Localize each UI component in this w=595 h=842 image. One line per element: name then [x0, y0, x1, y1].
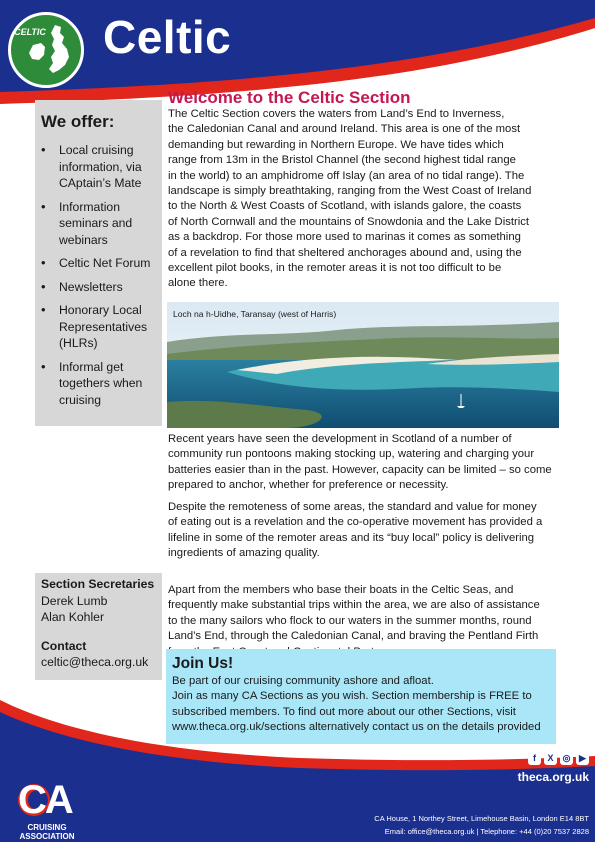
ca-logo-letters: CA — [18, 778, 72, 822]
list-item: • Celtic Net Forum — [41, 255, 161, 272]
secretaries-heading: Section Secretaries — [41, 577, 155, 591]
text-line: The Celtic Section covers the waters from Land’s End to Inverness, — [168, 108, 505, 120]
footer-banner — [0, 700, 595, 842]
text-line: demanding but rewarding in Northern Europe. We have tides which — [168, 138, 504, 151]
intro-paragraph — [168, 107, 558, 292]
secretary-name: Derek Lumb — [41, 593, 108, 608]
list-item: • Information seminars and webinars — [41, 199, 161, 249]
text-line: of eating out is a revelation and the co-operative movement has provided a — [168, 516, 543, 529]
logo-name-line: CRUISING — [27, 823, 67, 832]
text-line: lifeline in some of the remoter areas and its “buy local” policy is delivering — [168, 531, 535, 544]
text-line: alone there. — [168, 277, 228, 290]
text-line: of North Cornwall and the mountains of Snowdonia and the Lake District — [168, 215, 530, 228]
facebook-icon[interactable]: f — [528, 752, 541, 765]
list-item: • Newsletters — [41, 279, 161, 296]
secretary-name: Alan Kohler — [41, 610, 105, 624]
text-line: excellent pilot books, in the remoter areas it is not too difficult to be — [168, 262, 502, 275]
contact-email-link[interactable]: celtic@theca.org.uk — [41, 655, 149, 669]
sections-link-line[interactable]: www.theca.org.uk/sections alternatively contact us on the details provided — [172, 721, 541, 734]
contact-heading: Contact — [41, 638, 87, 653]
text-line: of a revelation to find that sheltered anchorages abound and, using the — [168, 246, 522, 259]
youtube-icon[interactable]: ▶ — [576, 752, 589, 765]
offer-title: We offer: — [41, 112, 115, 131]
text-line: to the many sailors who flock to our waters in the summer months, round — [168, 614, 532, 627]
text-line: range from 13m in the Bristol Channel (the second highest tidal range — [168, 154, 516, 167]
offer-list — [41, 142, 161, 415]
text-line: in the world) to an amphidrome off Islay (an area of no tidal range). The — [168, 169, 525, 182]
text-line: community run pontoons making stocking up, watering and charging your — [168, 448, 535, 461]
postal-address: CA House, 1 Northey Street, Limehouse Basin, London E14 8BT — [374, 814, 589, 823]
text-line: Be part of our cruising community ashore and afloat. — [172, 675, 434, 687]
landscape-photo — [167, 302, 559, 428]
pontoons-paragraph — [168, 432, 558, 494]
cruising-association-logo — [12, 778, 82, 840]
text-line: to the North & West Coasts of Scotland, with islands galore, the coasts — [168, 200, 522, 213]
text-line: prepared to anchor, whether for preference or necessity. — [168, 479, 449, 492]
photo-caption: Loch na h-Uidhe, Taransay (west of Harris) — [173, 309, 337, 319]
logo-name-line: ASSOCIATION — [19, 832, 75, 841]
text-line: landscape is simply breathtaking, ranging from the West Coast of Ireland — [168, 185, 532, 198]
text-line: batteries easier than in the past. However, capacity can be limited – so come — [168, 463, 552, 476]
eating-out-paragraph — [168, 500, 558, 562]
ca-logo-name — [12, 823, 82, 841]
contact-details: Email: office@theca.org.uk | Telephone: +44 (0)20 7537 2828 — [384, 827, 589, 836]
text-line: Recent years have seen the development in Scotland of a number of — [168, 433, 512, 445]
text-line: Apart from the members who base their boats in the Celtic Seas, and — [168, 584, 514, 596]
x-icon[interactable]: X — [544, 752, 557, 765]
text-line: Join as many CA Sections as you wish. Section membership is FREE to — [172, 690, 532, 703]
logo-text: CELTIC — [14, 27, 46, 37]
section-heading: Welcome to the Celtic Section — [168, 88, 411, 107]
text-line: subscribed members. To find out more about our other Sections, visit — [172, 705, 516, 718]
join-us-title: Join Us! — [172, 655, 234, 672]
text-line: the Caledonian Canal and around Ireland. This area is one of the most — [168, 123, 521, 136]
photo-illustration — [167, 302, 559, 428]
map-icon — [11, 15, 81, 85]
list-item: • Informal get togethers when cruising — [41, 359, 161, 409]
list-item: • Local cruising information, via CAptain’s Mate — [41, 142, 161, 192]
text-line: ingredients of amazing quality. — [168, 547, 320, 560]
text-line: Land’s End, through the Caledonian Canal, and braving the Pentland Firth — [168, 630, 539, 643]
page-title: Celtic — [103, 11, 232, 63]
text-line: as a backdrop. For those more used to marinas it comes as something — [168, 231, 521, 244]
celtic-logo — [8, 12, 84, 88]
text-line: frequently make substantial trips within the area, we are also of assistance — [168, 599, 540, 612]
offer-sidebar — [35, 100, 162, 426]
section-secretaries-box — [35, 573, 162, 680]
list-item: • Honorary Local Representatives (HLRs) — [41, 302, 161, 352]
text-line: Despite the remoteness of some areas, the standard and value for money — [168, 501, 537, 513]
social-icons — [528, 752, 589, 765]
website-link[interactable]: theca.org.uk — [517, 770, 589, 784]
instagram-icon[interactable]: ◎ — [560, 752, 573, 765]
